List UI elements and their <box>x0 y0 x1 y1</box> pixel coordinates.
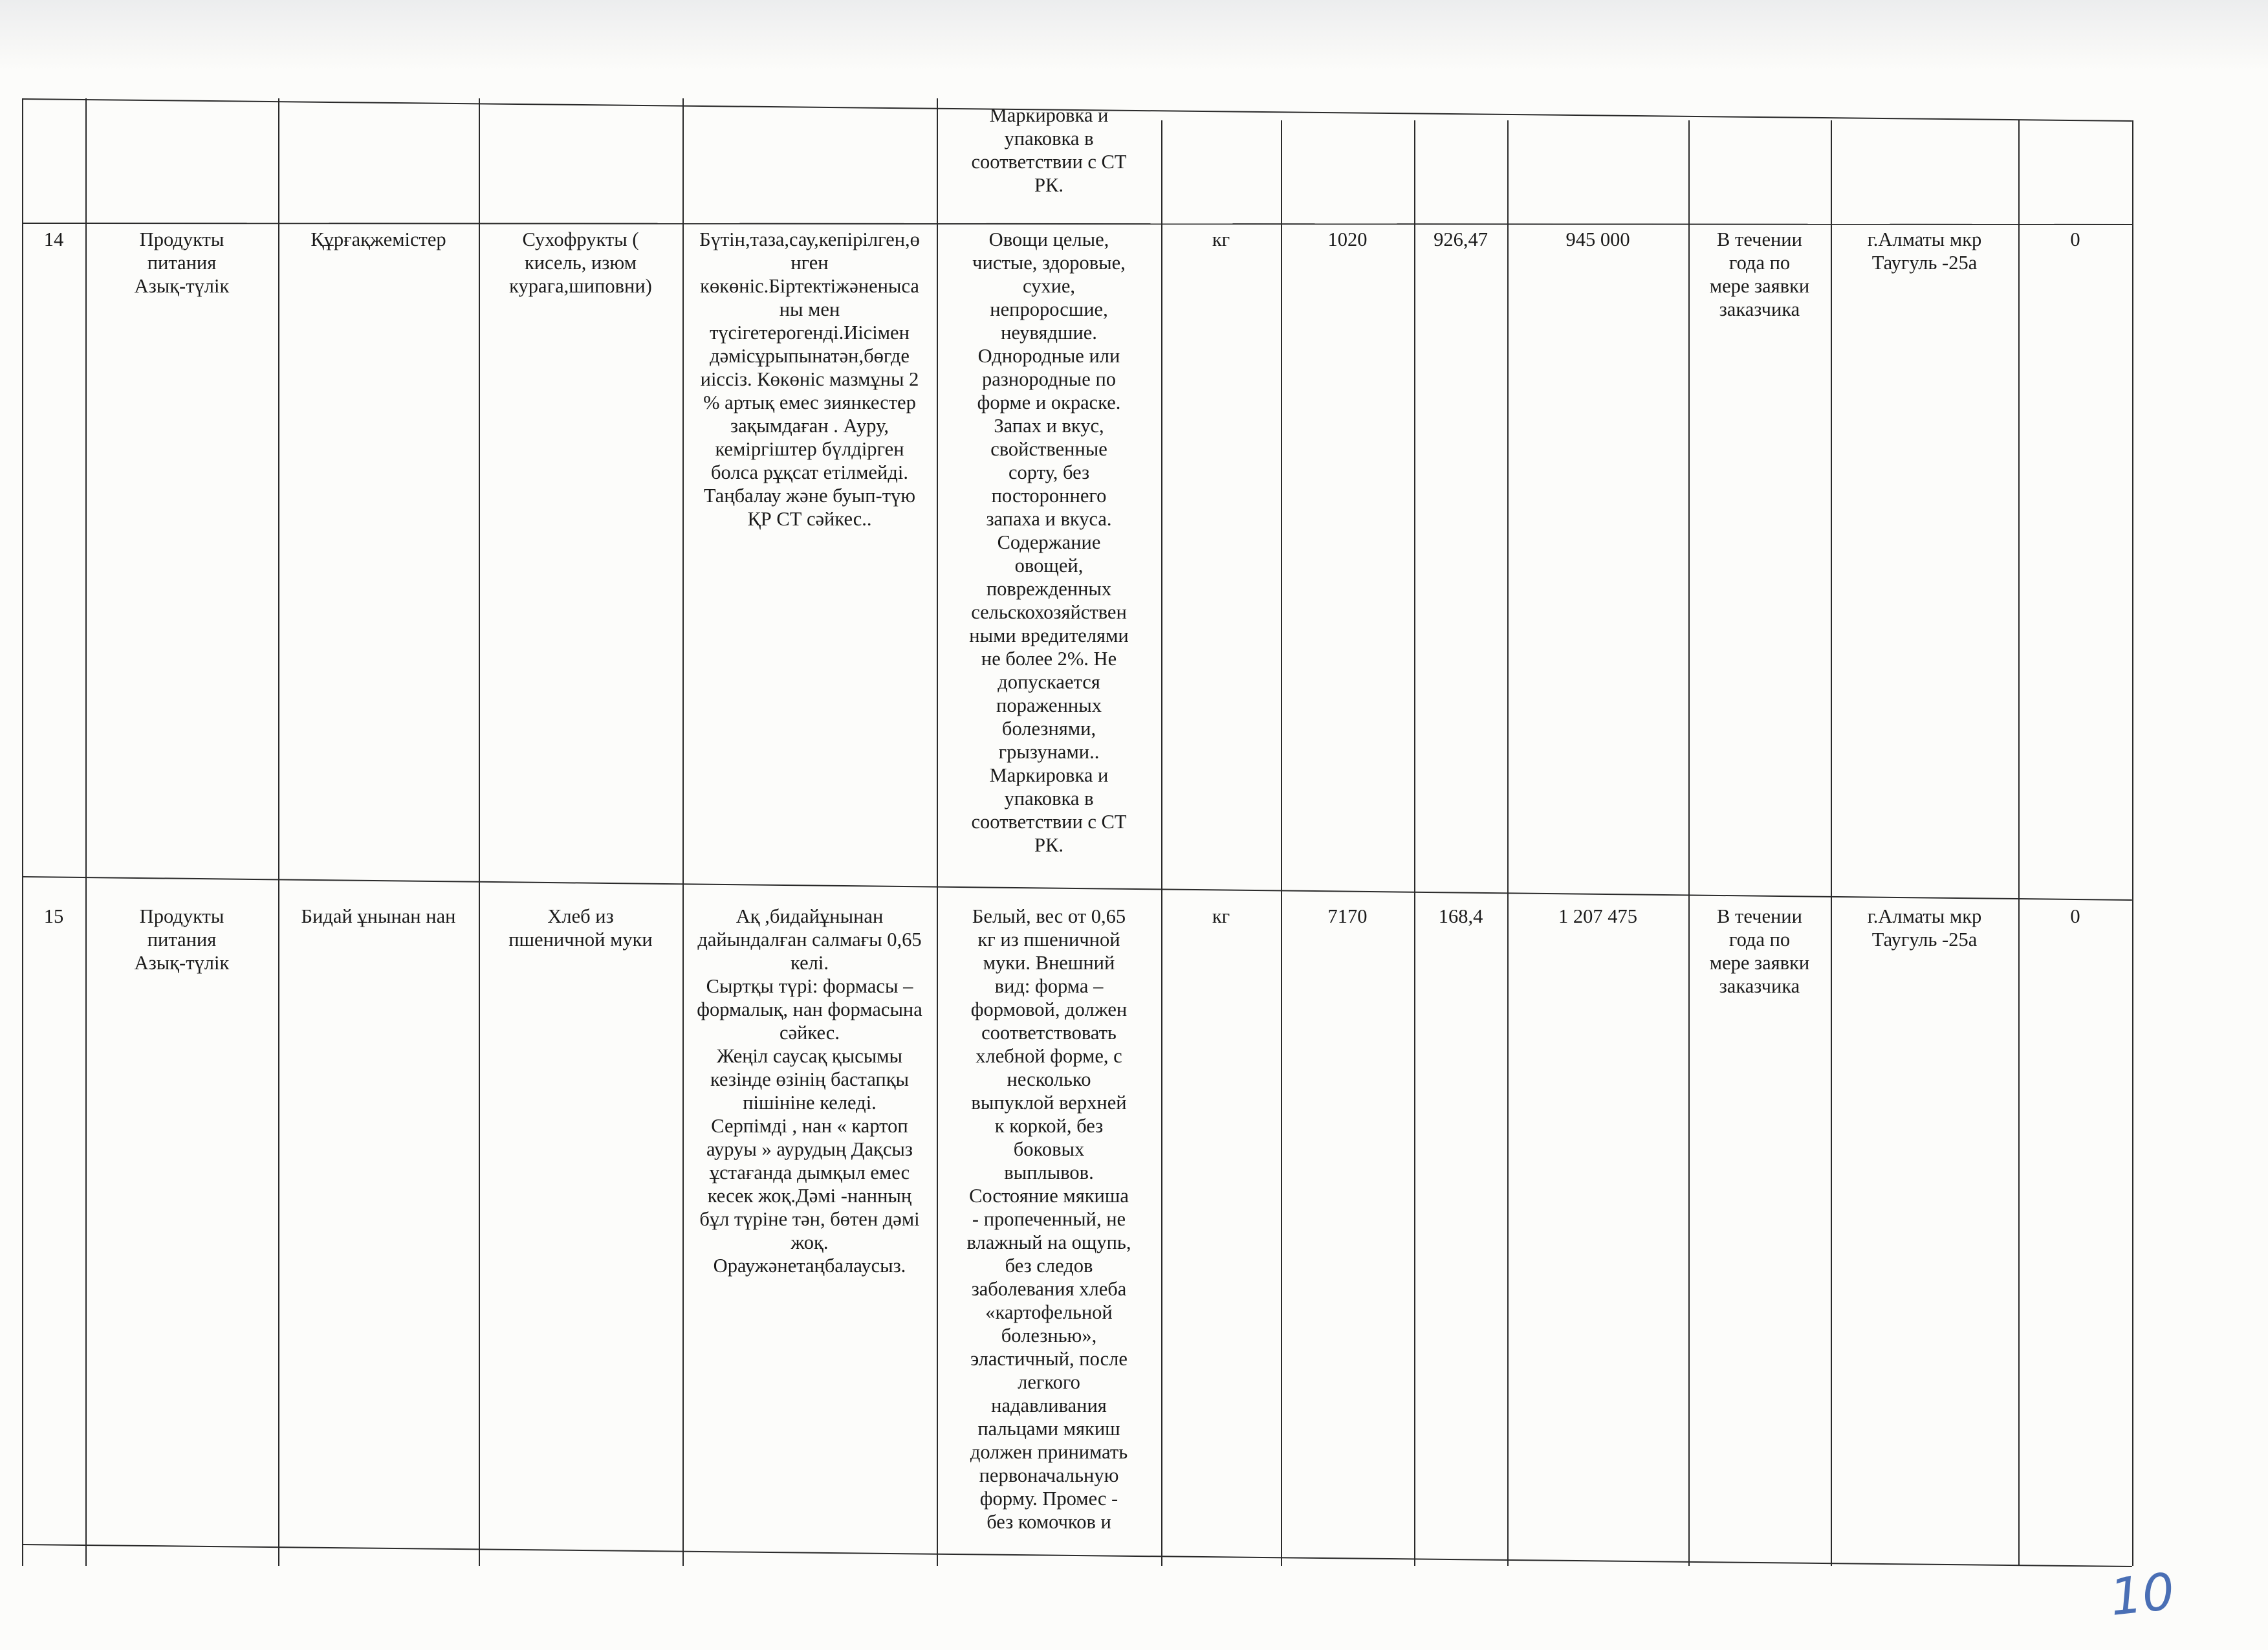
cell-advance-percent <box>2018 98 2132 223</box>
cell-description-kz <box>682 98 937 223</box>
column-border <box>2132 120 2133 1566</box>
column-border <box>22 98 23 1566</box>
cell-description-kz: Ақ ,бидайұнынан дайындалған салмағы 0,65 келі. Сыртқы түрі: формасы – формалық, нан формасына сәйкес. Жеңіл саусақ қысымы кезінде өзінің бастапқы пішініне келеді. Серпімді , нан « картоп ауруы » аурудың Дақсыз ұстағанда дымқыл емес кесек жоқ.Дәмі -нанның бұл түріне тән, бөтен дәмі жоқ. Ораужәнетаңбалаусыз. <box>697 905 922 1277</box>
column-border <box>85 98 87 1566</box>
cell-quantity <box>1281 98 1414 223</box>
cell-quantity: 7170 <box>1327 905 1368 927</box>
cell-delivery-term: В течении года по мере заявки заказчика <box>1709 905 1810 997</box>
cell-price <box>1414 98 1507 223</box>
cell-unit <box>1161 98 1281 223</box>
cell-quantity: 1020 <box>1327 228 1368 250</box>
cell-price: 926,47 <box>1434 228 1488 250</box>
column-border <box>682 98 684 1566</box>
column-border <box>1281 120 1282 1566</box>
cell-delivery-address: г.Алматы мкр Таугуль -25а <box>1867 228 1982 274</box>
cell-name-kz: Бидай ұнынан нан <box>301 905 456 927</box>
cell-name-kz: Құрғақжемістер <box>311 228 446 250</box>
cell-price: 168,4 <box>1438 905 1483 927</box>
cell-name-kz <box>278 98 479 223</box>
cell-advance-percent: 0 <box>2070 905 2080 927</box>
column-border <box>278 98 279 1566</box>
column-border <box>937 98 938 1566</box>
cell-name-ru: Хлеб из пшеничной муки <box>508 905 653 951</box>
cell-advance-percent: 0 <box>2070 228 2080 250</box>
column-border <box>1161 120 1162 1566</box>
cell-row-number: 15 <box>43 905 64 927</box>
cell-description-kz: Бүтін,таза,сау,кепірілген,ө нген көкөніс.Біртектіжәненыса ны мен түсігетерогенді.Иісімен дәмісұрыпынатән,бөгде иіссіз. Көкөніс мазмұны 2 % артық емес зиянкестер зақымдаған . Ауру, кеміргіштер бүлдірген болса рұқсат етілмейді. Таңбалау және буып-түю ҚР СТ сәйкес.. <box>699 228 920 530</box>
cell-row-number <box>22 98 85 223</box>
cell-amount <box>1507 98 1688 223</box>
cell-category <box>85 98 278 223</box>
cell-row-number: 14 <box>43 228 64 250</box>
cell-name-ru <box>479 98 682 223</box>
scan-top-edge <box>0 0 2268 71</box>
column-border <box>2018 120 2020 1566</box>
cell-category: Продукты питания Азық-түлік <box>134 228 230 297</box>
handwritten-page-number: 10 <box>2107 1563 2177 1627</box>
cell-category: Продукты питания Азық-түлік <box>134 905 230 974</box>
cell-name-ru: Сухофрукты ( кисель, изюм курага,шиповни) <box>509 228 652 297</box>
cell-description-ru: Овощи целые, чистые, здоровые, сухие, непроросшие, неувядшие. Однородные или разнородные по форме и окраске. Запах и вкус, свойственные сорту, без постороннего запаха и вкуса. Содержание овощей, поврежденных сельскохозяйствен ными вредителями не более 2%. Не допускается пораженных болезнями, грызунами.. Маркировка и упаковка в соответствии с СТ РК. <box>969 228 1129 856</box>
cell-description-ru: Белый, вес от 0,65 кг из пшеничной муки. Внешний вид: форма – формовой, должен соответствовать хлебной форме, с несколько выпуклой верхней к коркой, без боковых выплывов. Состояние мякиша - пропеченный, не влажный на ощупь, без следов заболевания хлеба «картофельной болезнью», эластичный, после легкого надавливания пальцами мякиш должен принимать первоначальную форму. Промес - без комочков и <box>966 905 1131 1533</box>
cell-amount: 945 000 <box>1565 228 1630 250</box>
cell-amount: 1 207 475 <box>1558 905 1637 927</box>
column-border <box>1414 120 1415 1566</box>
column-border <box>479 98 480 1566</box>
cell-unit: кг <box>1212 228 1230 250</box>
cell-delivery-term: В течении года по мере заявки заказчика <box>1709 228 1810 320</box>
column-border <box>1507 120 1509 1566</box>
column-border <box>1831 120 1832 1566</box>
cell-description-ru: Маркировка и упаковка в соответствии с СТ РК. <box>971 104 1127 196</box>
column-border <box>1688 120 1690 1566</box>
cell-unit: кг <box>1212 905 1230 927</box>
cell-delivery-address: г.Алматы мкр Таугуль -25а <box>1867 905 1982 951</box>
